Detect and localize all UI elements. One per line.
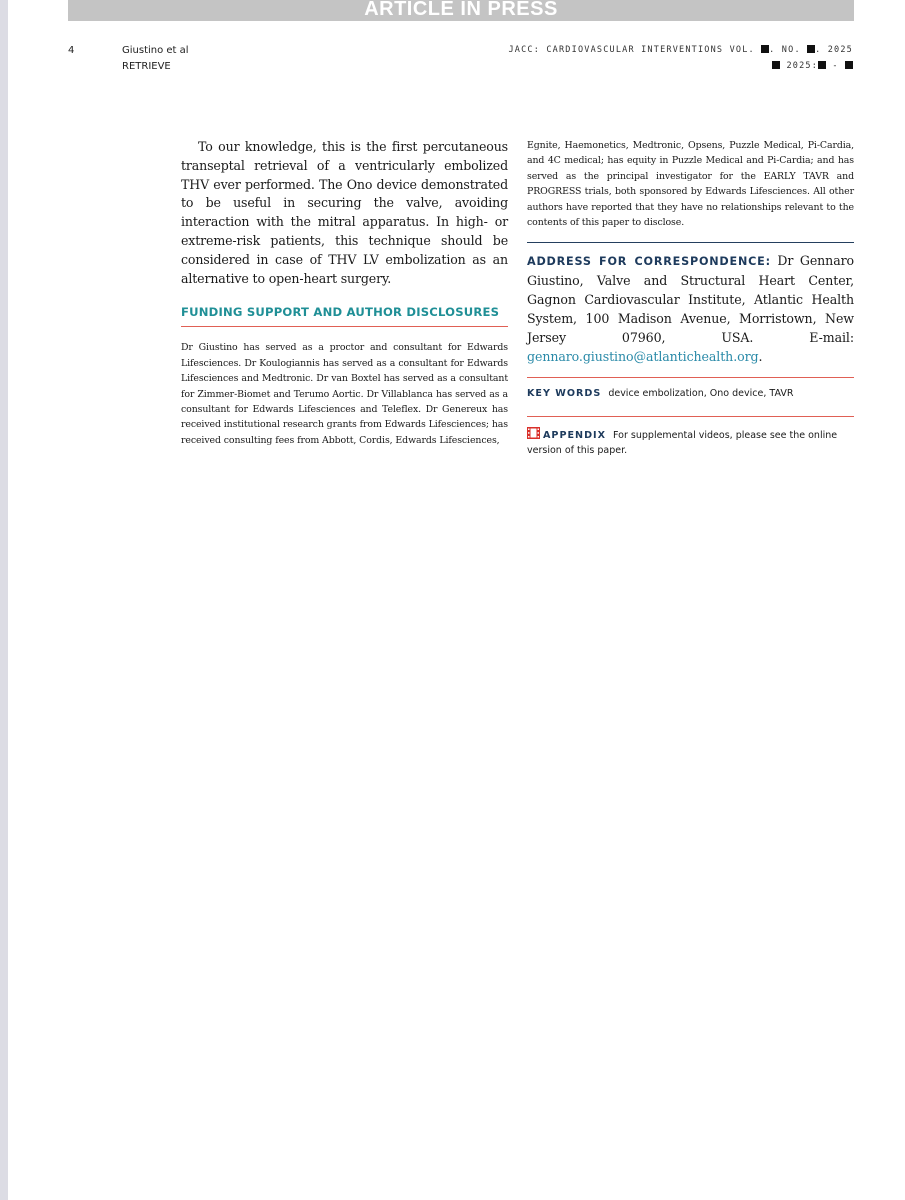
article-in-press-banner: ARTICLE IN PRESS: [68, 0, 854, 21]
placeholder-square-icon: [761, 45, 769, 53]
conclusion-paragraph: To our knowledge, this is the first percutaneous transeptal retrieval of a ventricularly embolized THV ever performed. The Ono device demonstrated to be useful in securing the valve, avoiding interaction with the mitral apparatus. In high- or extreme-risk patients, this technique should be considered in case of THV LV embolization as an alternative to open-heart surgery.: [181, 139, 508, 286]
disclosures-text-continued: Egnite, Haemonetics, Medtronic, Opsens, Puzzle Medical, Pi-Cardia, and 4C medical; has equity in Puzzle Medical and Pi-Cardia; and has served as the principal investigator for the EARLY TAVR and PROGRESS trials, both sponsored by Edwards Lifesciences. All other authors have reported that they have no relationships relevant to the contents of this paper to disclose.: [527, 140, 854, 229]
correspondence-label: ADDRESS FOR CORRESPONDENCE:: [527, 255, 771, 269]
appendix-block: [527, 427, 854, 458]
section-divider: [181, 326, 508, 327]
running-author: Giustino et al: [122, 45, 189, 56]
running-title: RETRIEVE: [122, 61, 171, 72]
appendix-text: For supplemental videos, please see the online version of this paper.: [527, 430, 838, 457]
placeholder-square-icon: [845, 61, 853, 69]
journal-name: JACC: CARDIOVASCULAR INTERVENTIONS VOL.: [508, 45, 755, 55]
section-divider: [527, 242, 854, 243]
page-range-sep: -: [826, 61, 845, 71]
keywords-label: KEY WORDS: [527, 388, 602, 400]
left-column: [181, 138, 508, 448]
right-column: [527, 138, 854, 458]
issue-no-label: . NO.: [769, 45, 801, 55]
placeholder-square-icon: [807, 45, 815, 53]
correspondence-block: [527, 251, 854, 377]
page-number: 4: [68, 45, 75, 56]
video-film-icon: [527, 427, 540, 439]
funding-heading: FUNDING SUPPORT AND AUTHOR DISCLOSURES: [181, 305, 500, 320]
section-divider: [527, 416, 854, 417]
keywords-block: [527, 388, 854, 416]
appendix-label: APPENDIX: [543, 430, 607, 442]
journal-line: [508, 45, 853, 55]
correspondence-end: .: [758, 349, 763, 365]
scroll-edge: [0, 0, 8, 1200]
correspondence-text: Dr Gennaro Giustino, Valve and Structural Heart Center, Gagnon Cardiovascular Institute, Atlantic Health System, 100 Madison Avenue, Morristown, New Jersey 07960, USA. E-mail:: [527, 253, 855, 346]
issue-line: [772, 61, 853, 71]
journal-year: . 2025: [815, 45, 853, 55]
placeholder-square-icon: [818, 61, 826, 69]
keywords-text: device embolization, Ono device, TAVR: [608, 388, 794, 400]
section-divider: [527, 377, 854, 378]
issue-date: 2025:: [786, 61, 819, 71]
disclosures-text: Dr Giustino has served as a proctor and consultant for Edwards Lifesciences. Dr Koulogiannis has served as a consultant for Edwards Lifesciences and Medtronic. Dr van Boxtel has served as a consultant for Zimmer-Biomet and Terumo Aortic. Dr Villablanca has served as a consultant for Edwards Lifesciences and Teleflex. Dr Genereux has received institutional research grants from Edwards Lifesciences; has received consulting fees from Abbott, Cordis, Edwards Lifesciences,: [181, 342, 508, 446]
email-link[interactable]: gennaro.giustino@atlantichealth.org: [527, 349, 759, 365]
placeholder-square-icon: [772, 61, 780, 69]
